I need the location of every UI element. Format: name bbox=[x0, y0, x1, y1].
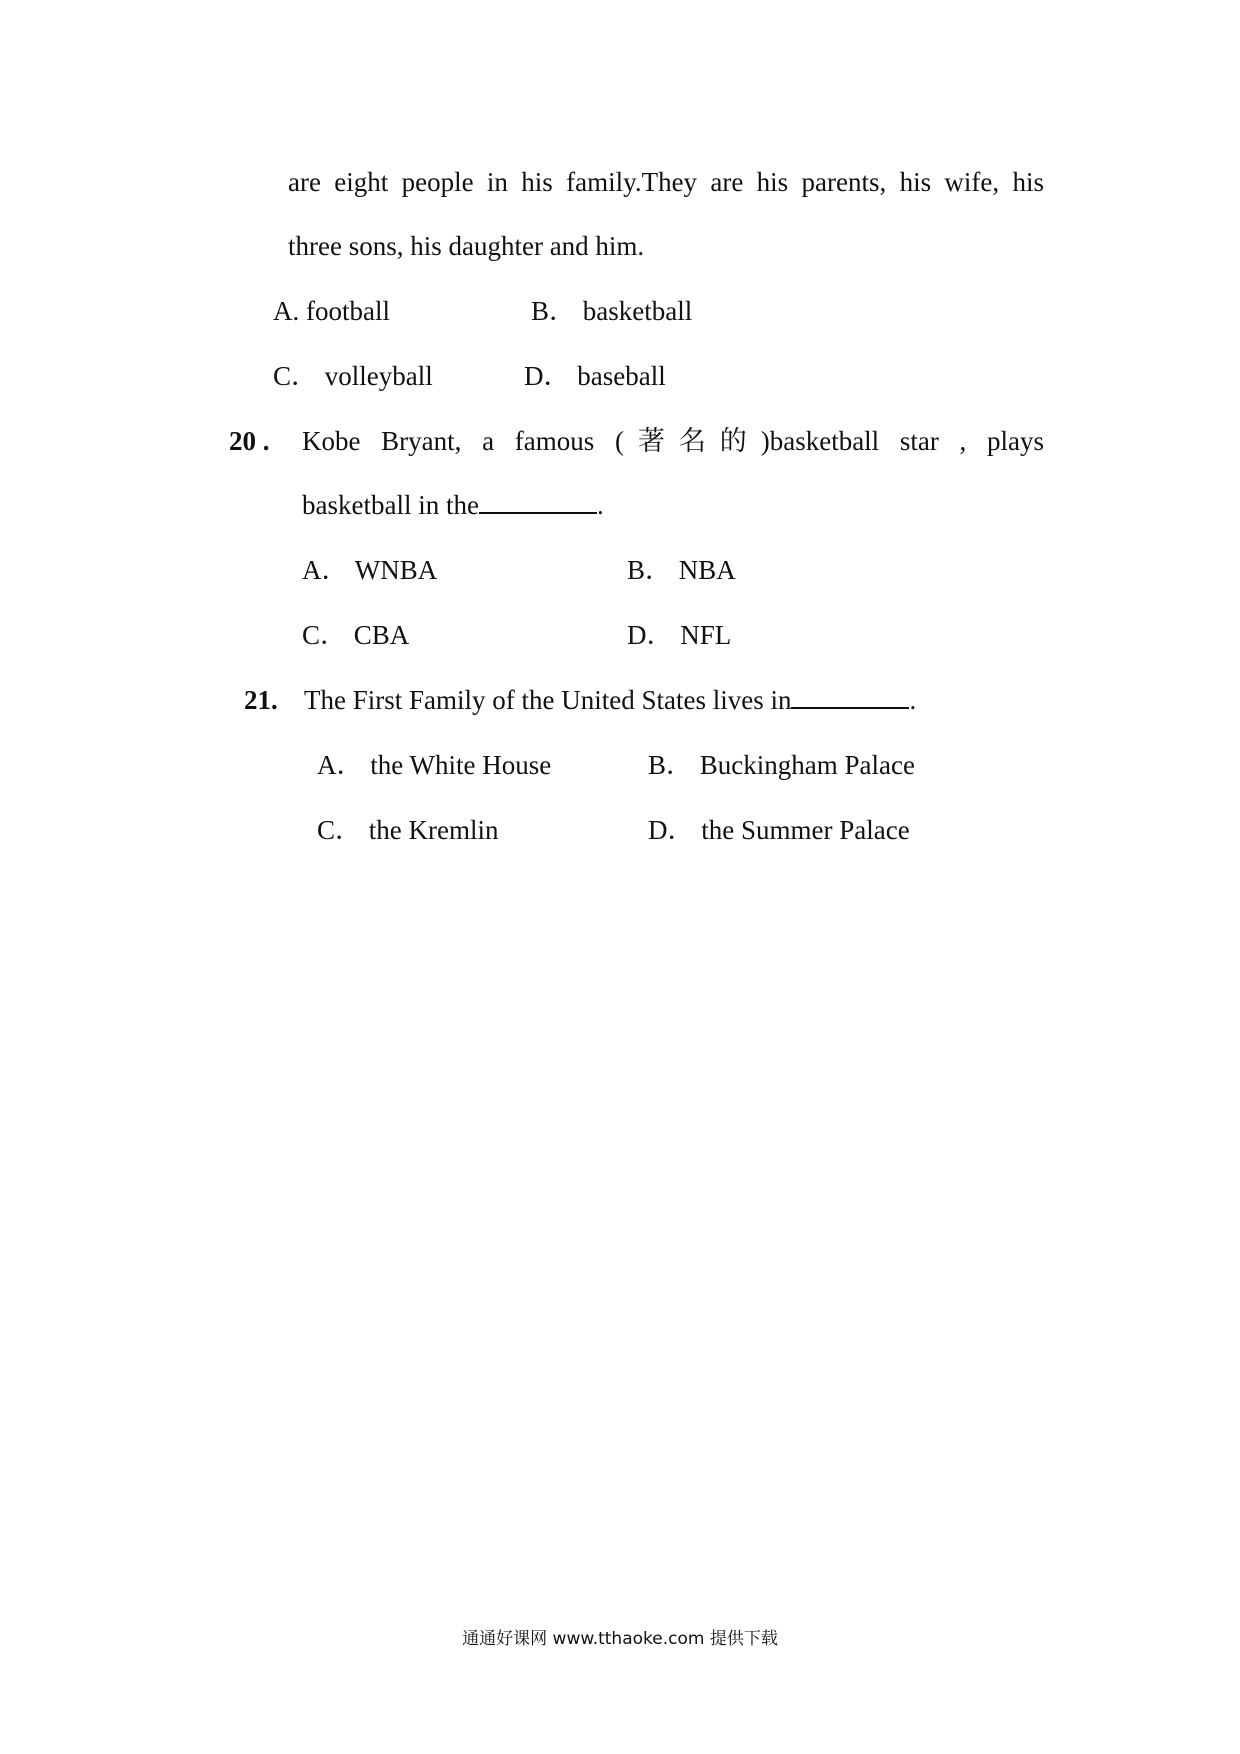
answer-blank bbox=[791, 685, 909, 709]
option-letter: C． bbox=[302, 620, 348, 650]
q20-option-a bbox=[302, 554, 437, 586]
q21-number: 21. bbox=[244, 685, 278, 715]
option-letter: C． bbox=[273, 361, 319, 391]
q21-end-punct: . bbox=[909, 685, 917, 715]
option-letter: B． bbox=[531, 296, 577, 326]
option-text: baseball bbox=[577, 361, 666, 391]
option-text: football bbox=[306, 296, 390, 326]
option-text: the White House bbox=[370, 750, 552, 780]
q20-option-d bbox=[627, 619, 731, 651]
answer-blank bbox=[479, 490, 597, 514]
option-text: NFL bbox=[680, 620, 732, 650]
option-text: volleyball bbox=[324, 361, 433, 391]
q19-option-d bbox=[524, 360, 666, 392]
option-text: WNBA bbox=[354, 555, 438, 585]
option-letter: C． bbox=[317, 815, 363, 845]
q21-line bbox=[304, 684, 916, 716]
option-letter: B． bbox=[627, 555, 673, 585]
option-text: Buckingham Palace bbox=[699, 750, 915, 780]
option-letter: A． bbox=[302, 555, 349, 585]
q20-option-c bbox=[302, 619, 409, 651]
q21-text: The First Family of the United States lives in bbox=[304, 685, 792, 715]
option-text: NBA bbox=[678, 555, 736, 585]
q20-option-b bbox=[627, 554, 736, 586]
q21-option-a bbox=[317, 749, 551, 781]
q21-option-d bbox=[648, 814, 910, 846]
option-letter: A. bbox=[273, 296, 300, 326]
q19-option-b bbox=[531, 295, 692, 327]
q19-option-c bbox=[273, 360, 433, 392]
option-letter: A． bbox=[317, 750, 364, 780]
q20-line-2 bbox=[302, 489, 604, 521]
q20-line-1: Kobe Bryant, a famous (著名的)basketball star , plays bbox=[302, 426, 1044, 456]
q19-option-a bbox=[273, 295, 390, 327]
option-letter: B． bbox=[648, 750, 694, 780]
q21-option-c bbox=[317, 814, 498, 846]
q20-number: 20 . bbox=[229, 426, 270, 456]
q21-option-b bbox=[648, 749, 915, 781]
option-letter: D． bbox=[627, 620, 674, 650]
q20-line-2-text: basketball in the bbox=[302, 490, 479, 520]
q19-line-1: are eight people in his family.They are his parents, his wife, his bbox=[288, 167, 1044, 197]
option-letter: D． bbox=[524, 361, 571, 391]
q20-end-punct: . bbox=[596, 490, 604, 520]
option-letter: D． bbox=[648, 815, 695, 845]
footer-download-note: 通通好课网 www.tthaoke.com 提供下载 bbox=[462, 1629, 778, 1649]
option-text: the Kremlin bbox=[368, 815, 499, 845]
option-text: basketball bbox=[582, 296, 693, 326]
q19-line-2: three sons, his daughter and him. bbox=[288, 231, 645, 261]
option-text: CBA bbox=[353, 620, 410, 650]
option-text: the Summer Palace bbox=[701, 815, 910, 845]
